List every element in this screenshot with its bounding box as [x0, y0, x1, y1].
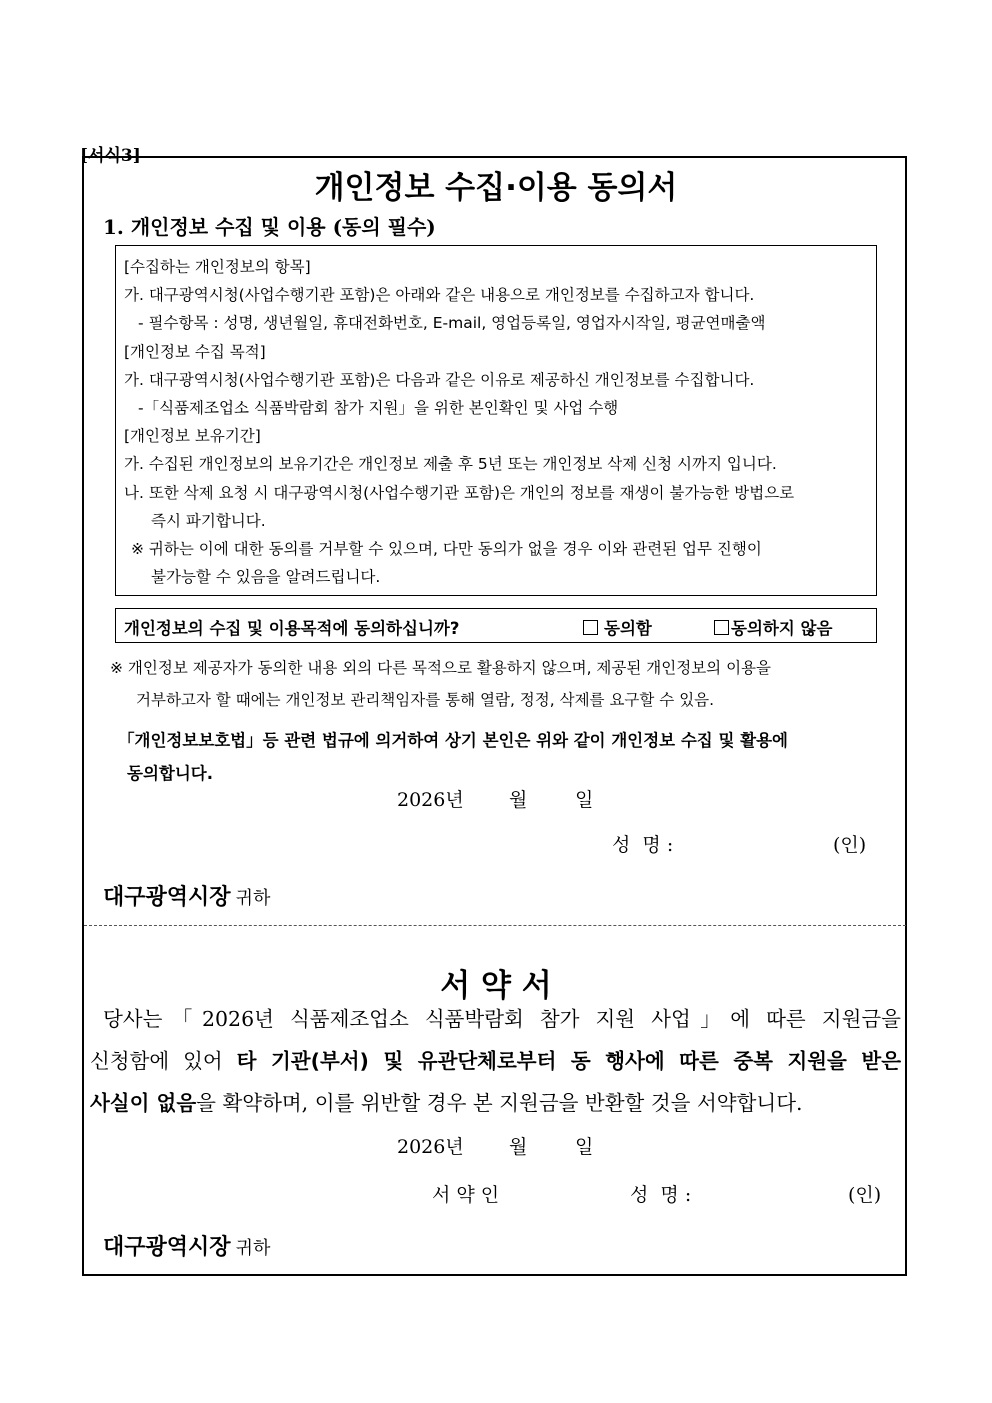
info-line: ※ 귀하는 이에 대한 동의를 거부할 수 있으며, 다만 동의가 없을 경우 이와 관련된 업무 진행이	[131, 540, 762, 558]
disagree-option[interactable]	[714, 615, 832, 639]
pledge-recipient	[103, 1230, 270, 1261]
pledge-body-line	[90, 1086, 803, 1116]
section-divider	[84, 925, 906, 926]
agree-label: 동의함	[604, 619, 652, 638]
pledge-body-line: 당사는「2026년 식품제조업소 식품박람회 참가 지원 사업」에 따른 지원금을	[103, 1007, 901, 1031]
pledge-plain-text: 을 확약하며, 이를 위반할 경우 본 지원금을 반환할 것을 서약합니다.	[196, 1091, 803, 1115]
consent-question: 개인정보의 수집 및 이용목적에 동의하십니까?	[124, 619, 460, 638]
pledge-date-year: 2026년	[397, 1136, 464, 1158]
info-line: [수집하는 개인정보의 항목]	[124, 258, 311, 276]
recipient-name: 대구광역시장	[103, 885, 231, 910]
pledger-label: 서 약 인	[432, 1184, 500, 1206]
info-line: [개인정보 보유기간]	[124, 427, 261, 445]
info-line: -「식품제조업소 식품박람회 참가 지원」을 위한 본인확인 및 사업 수행	[138, 399, 619, 417]
pledge-bold-text: 타 기관(부서) 및 유관단체로부터 동 행사에 따른 중복 지원을 받은	[236, 1049, 901, 1073]
consent-name-label: 성 명 :	[612, 834, 674, 856]
pledge-title: 서 약 서	[440, 968, 552, 1004]
consent-seal: (인)	[833, 834, 867, 856]
info-line: 나. 또한 삭제 요청 시 대구광역시청(사업수행기관 포함)은 개인의 정보를 재생이 불가능한 방법으로	[124, 484, 795, 502]
agree-checkbox[interactable]	[583, 620, 598, 635]
recipient-suffix: 귀하	[235, 888, 271, 909]
agree-option[interactable]	[583, 615, 652, 639]
pledge-body-line	[90, 1044, 901, 1074]
info-line: - 필수항목 : 성명, 생년월일, 휴대전화번호, E-mail, 영업등록일, 영업자시작일, 평균연매출액	[138, 314, 766, 332]
disagree-checkbox[interactable]	[714, 620, 729, 635]
info-line: [개인정보 수집 목적]	[124, 343, 266, 361]
consent-recipient	[103, 880, 270, 911]
note-line: 거부하고자 할 때에는 개인정보 관리책임자를 통해 열람, 정정, 삭제를 요구할 수 있음.	[136, 691, 715, 709]
info-line: 가. 대구광역시청(사업수행기관 포함)은 다음과 같은 이유로 제공하신 개인정보를 수집합니다.	[124, 371, 755, 389]
section1-heading: 1. 개인정보 수집 및 이용 (동의 필수)	[103, 215, 436, 239]
law-line: 「개인정보보호법」등 관련 법규에 의거하여 상기 본인은 위와 같이 개인정보 수집 및 활용에	[118, 731, 788, 750]
consent-date-day: 일	[575, 789, 594, 811]
form-label: [서식3]	[80, 146, 141, 166]
law-line: 동의합니다.	[127, 764, 213, 783]
pledge-name-label: 성 명 :	[630, 1184, 692, 1206]
info-line: 즉시 파기합니다.	[151, 512, 266, 530]
info-line: 가. 수집된 개인정보의 보유기간은 개인정보 제출 후 5년 또는 개인정보 삭제 신청 시까지 입니다.	[124, 455, 777, 473]
info-line: 가. 대구광역시청(사업수행기관 포함)은 아래와 같은 내용으로 개인정보를 수집하고자 합니다.	[124, 286, 755, 304]
pledge-plain-text: 신청함에 있어	[90, 1049, 237, 1073]
pledge-date-day: 일	[575, 1136, 594, 1158]
consent-date-year: 2026년	[397, 789, 464, 811]
consent-title: 개인정보 수집·이용 동의서	[314, 170, 678, 206]
recipient-suffix: 귀하	[235, 1238, 271, 1259]
pledge-seal: (인)	[848, 1184, 882, 1206]
info-line: 불가능할 수 있음을 알려드립니다.	[151, 568, 381, 586]
note-line: ※ 개인정보 제공자가 동의한 내용 외의 다른 목적으로 활용하지 않으며, 제공된 개인정보의 이용을	[110, 659, 771, 677]
recipient-name: 대구광역시장	[103, 1235, 231, 1260]
disagree-label: 동의하지 않음	[731, 619, 833, 638]
pledge-bold-text: 사실이 없음	[90, 1091, 197, 1115]
consent-date-month: 월	[509, 789, 528, 811]
pledge-date-month: 월	[509, 1136, 528, 1158]
